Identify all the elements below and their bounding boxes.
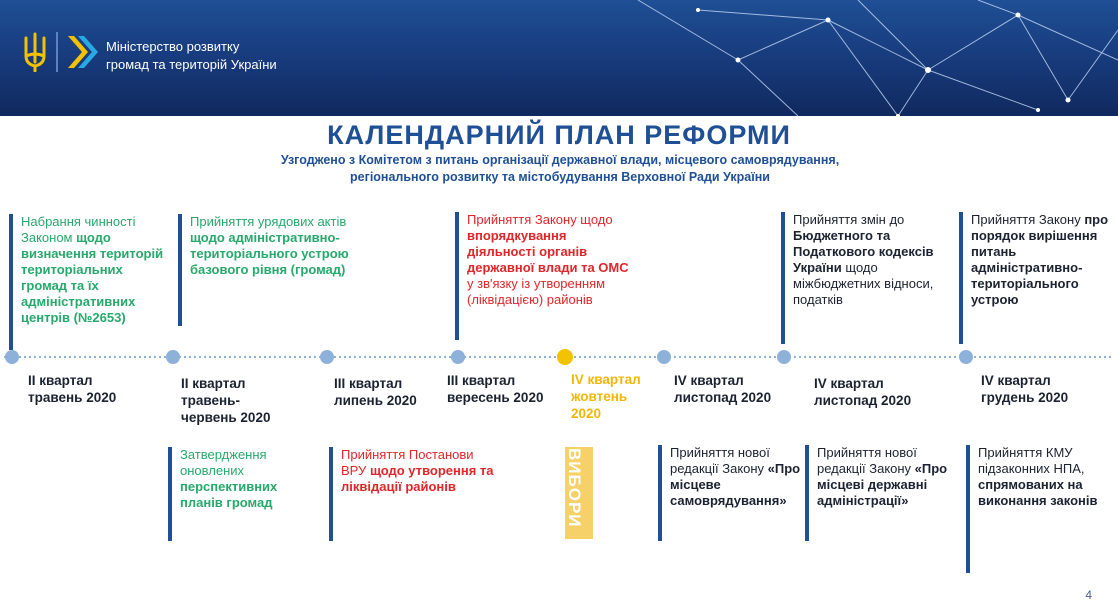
plan-item-government-acts <box>178 214 358 326</box>
item-text: у зв'язку із утворенням (ліквідацією) районів <box>467 276 606 307</box>
quarter-label <box>181 375 270 426</box>
plan-item-law-territorial-structure <box>959 212 1111 344</box>
plan-item-vru-resolution <box>329 447 497 541</box>
item-text: Прийняття нової редакції Закону <box>817 445 917 476</box>
item-text-bold: щодо утворення та ліквідації районів <box>341 463 494 494</box>
item-text-bold: Бюджетного та Податкового кодексів України <box>793 228 934 275</box>
timeline-dot <box>166 350 180 364</box>
timeline-dot <box>959 350 973 364</box>
timeline-dot <box>320 350 334 364</box>
quarter-name: ІІ квартал <box>181 376 246 391</box>
quarter-month: листопад 2020 <box>814 393 912 408</box>
quarter-label <box>447 372 543 406</box>
plan-item-law-state-bodies <box>455 212 635 340</box>
plan-item-community-plans <box>168 447 316 541</box>
quarter-year: червень 2020 <box>181 410 271 425</box>
timeline-dot <box>657 350 671 364</box>
plan-item-local-administrations-law <box>805 445 955 541</box>
quarter-name: ІV квартал <box>814 376 884 391</box>
item-text: Прийняття Закону щодо <box>467 212 613 227</box>
page-number: 4 <box>1085 588 1092 602</box>
quarter-month: листопад 2020 <box>674 390 772 405</box>
ministry-line-1: Міністерство розвитку <box>106 39 240 54</box>
quarter-name: ІІІ квартал <box>334 376 403 391</box>
timeline-dot <box>451 350 465 364</box>
item-text: Затвердження оновлених <box>180 447 267 478</box>
page-title: КАЛЕНДАРНИЙ ПЛАН РЕФОРМИ <box>327 120 791 150</box>
quarter-label <box>814 375 911 409</box>
header-banner <box>0 0 1118 116</box>
quarter-name: ІV квартал <box>571 372 641 387</box>
elections-label: ВИБОРИ <box>565 448 584 528</box>
item-text-bold: впорядкування діяльності органів державної влади та ОМС <box>467 228 629 275</box>
timeline-dot <box>777 350 791 364</box>
ministry-line-2: громад та територій України <box>106 57 277 72</box>
quarter-label <box>674 372 771 406</box>
chevron-arrows-icon <box>66 32 100 72</box>
subtitle-line-2: регіонального розвитку та містобудування Верховної Ради України <box>350 170 770 184</box>
trident-icon <box>22 32 48 72</box>
timeline-dot-elections <box>557 349 573 365</box>
item-text: Набрання чинності Законом <box>21 214 136 245</box>
logo-divider <box>56 32 58 72</box>
timeline <box>0 349 1118 365</box>
item-text-bold: щодо визначення територій територіальних громад та їх адміністративних центрів (№2653) <box>21 230 164 325</box>
item-text: Прийняття урядових актів <box>190 214 347 229</box>
quarter-month: жовтень <box>571 389 628 404</box>
item-text-bold: «Про місцеві державні адміністрації» <box>817 461 948 508</box>
page-subtitle <box>200 152 920 186</box>
quarter-name: ІІІ квартал <box>447 373 516 388</box>
quarter-month: травень- <box>181 393 240 408</box>
plan-item-cabinet-bylaws <box>966 445 1098 573</box>
plan-item-law-2653 <box>9 214 164 350</box>
quarter-month: травень 2020 <box>28 390 117 405</box>
item-text-bold: спрямованих на виконання законів <box>978 477 1098 508</box>
quarter-label <box>981 372 1068 406</box>
item-text: щодо міжбюджетних відноси, податків <box>793 260 934 307</box>
item-text-bold: «Про місцеве самоврядування» <box>670 461 801 508</box>
quarter-month: липень 2020 <box>334 393 417 408</box>
quarter-name: ІІ квартал <box>28 373 93 388</box>
timeline-dot <box>5 350 19 364</box>
item-text-bold: про порядок вирішення питань адміністративно-територіального устрою <box>971 212 1109 307</box>
network-decoration <box>598 0 1118 116</box>
item-text: Прийняття Постанови ВРУ <box>341 447 474 478</box>
item-text: Прийняття нової редакції Закону <box>670 445 770 476</box>
quarter-name: ІV квартал <box>981 373 1051 388</box>
subtitle-line-1: Узгоджено з Комітетом з питань організації державної влади, місцевого самоврядування, <box>280 153 840 167</box>
quarter-year: 2020 <box>571 406 602 421</box>
item-text-bold: щодо адміністративно-територіального устрою базового рівня (громад) <box>190 230 349 277</box>
quarter-label <box>28 372 116 406</box>
quarter-month: вересень 2020 <box>447 390 544 405</box>
quarter-label-elections <box>571 371 641 422</box>
item-text: Прийняття Закону <box>971 212 1085 227</box>
quarter-month: грудень 2020 <box>981 390 1069 405</box>
quarter-label <box>334 375 417 409</box>
item-text: Прийняття змін до <box>793 212 905 227</box>
plan-item-budget-tax-codes <box>781 212 946 344</box>
item-text: Прийняття КМУ підзаконних НПА, <box>978 445 1085 476</box>
ministry-name <box>106 38 277 74</box>
quarter-name: ІV квартал <box>674 373 744 388</box>
ministry-logo[interactable] <box>22 32 100 72</box>
item-text-bold: перспективних планів громад <box>180 479 278 510</box>
plan-item-local-self-government-law <box>658 445 810 541</box>
